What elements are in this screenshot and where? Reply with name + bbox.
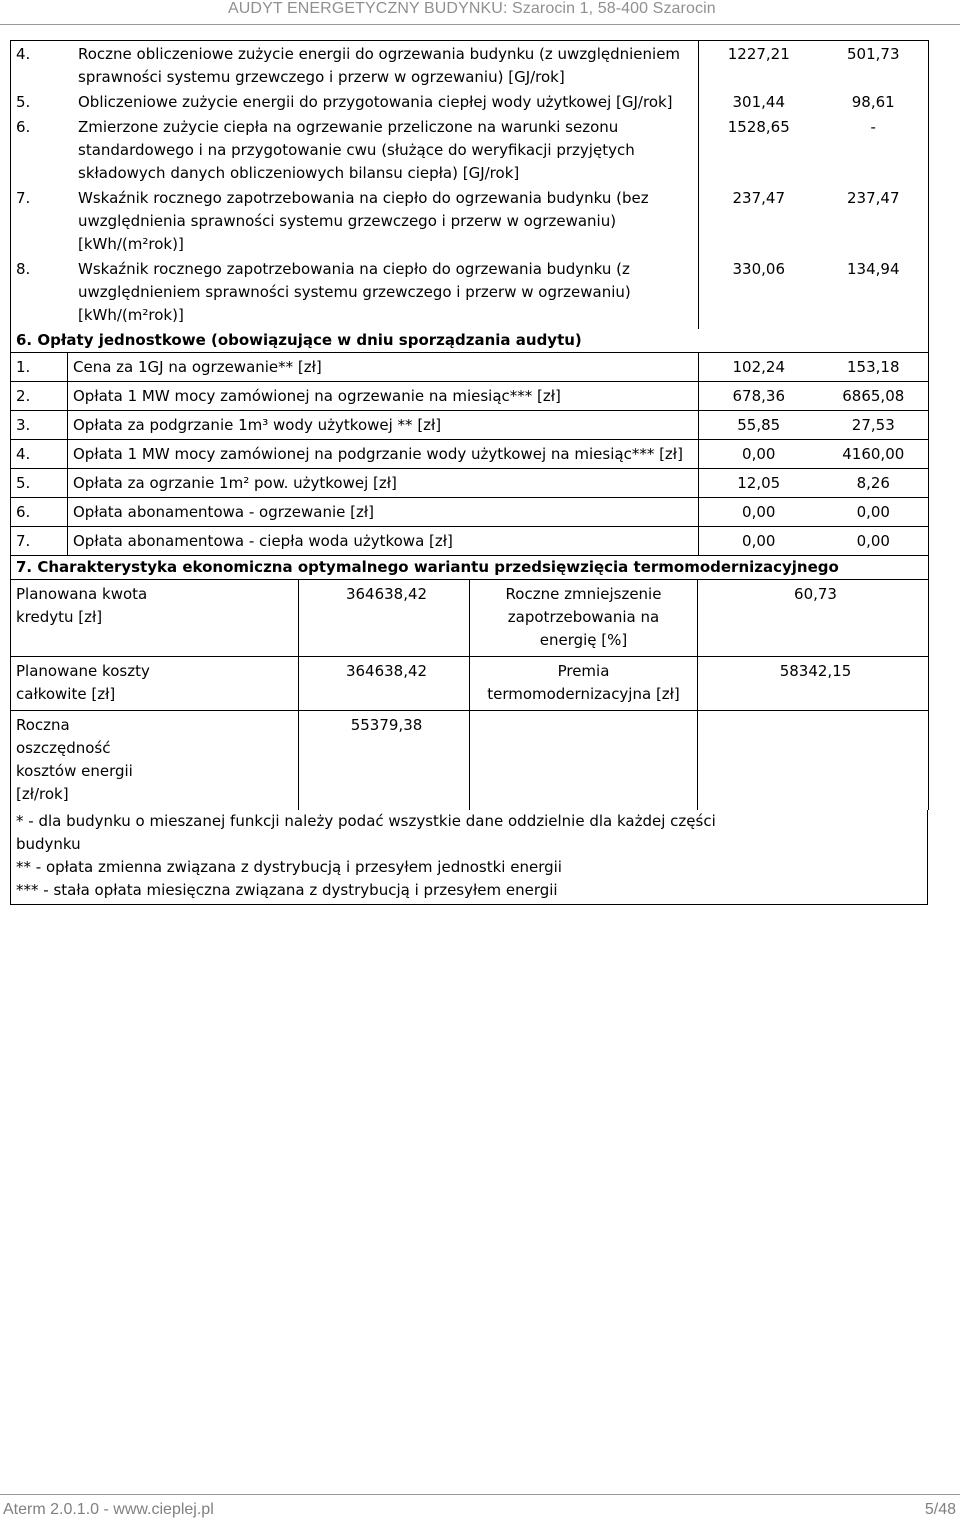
value-col-2: 237,47	[814, 187, 929, 258]
value-col-1: 1227,21	[699, 41, 814, 92]
economic-value-2: 60,73	[698, 580, 929, 657]
fee-number: 7.	[11, 527, 68, 556]
row-number: 5.	[16, 93, 31, 111]
fee-number: 4.	[11, 440, 68, 469]
economic-table	[10, 556, 929, 810]
economic-value-1: 364638,42	[299, 580, 470, 657]
row-description: Wskaźnik rocznego zapotrzebowania na ciepło do ogrzewania budynku (z uwzględnieniem sprawności systemu grzewczego i przerw w ogrzewaniu) [kWh/(m²rok)]	[78, 260, 631, 324]
fee-value-1: 102,24	[699, 353, 814, 382]
value-col-2: 134,94	[814, 258, 929, 329]
page-number: 5/48	[924, 1501, 956, 1518]
fee-value-2: 6865,08	[814, 382, 929, 411]
fee-number: 1.	[11, 353, 68, 382]
fee-description: Opłata abonamentowa - ciepła woda użytkowa [zł]	[68, 527, 699, 556]
value-col-1: 301,44	[699, 91, 814, 116]
fee-value-1: 0,00	[699, 440, 814, 469]
economic-section-title: 7. Charakterystyka ekonomiczna optymalnego wariantu przedsięwzięcia termomodernizacyjnego	[11, 556, 929, 580]
row-description: Wskaźnik rocznego zapotrzebowania na ciepło do ogrzewania budynku (bez uwzględnienia sprawności systemu grzewczego i przerw w ogrzewaniu) [kWh/(m²rok)]	[78, 189, 649, 253]
fee-value-1: 0,00	[699, 527, 814, 556]
row-number: 6.	[16, 118, 31, 136]
fee-description: Opłata 1 MW mocy zamówionej na ogrzewanie na miesiąc*** [zł]	[68, 382, 699, 411]
fee-description: Cena za 1GJ na ogrzewanie** [zł]	[68, 353, 699, 382]
footnote: *** - stała opłata miesięczna związana z dystrybucją i przesyłem energii	[16, 881, 558, 899]
row-description: Zmierzone zużycie ciepła na ogrzewanie przeliczone na warunki sezonu standardowego i na przygotowanie cwu (służące do weryfikacji przyjętych składowych danych obliczeniowych bilansu ciepła) [GJ/rok]	[78, 118, 635, 182]
fees-table	[10, 329, 929, 556]
energy-row-desc-cell	[11, 187, 699, 258]
row-number: 4.	[16, 45, 31, 63]
fee-value-1: 55,85	[699, 411, 814, 440]
fee-value-1: 678,36	[699, 382, 814, 411]
fee-row	[11, 469, 929, 498]
fee-row	[11, 382, 929, 411]
energy-row-inner	[16, 43, 698, 89]
fee-description: Opłata 1 MW mocy zamówionej na podgrzanie wody użytkowej na miesiąc*** [zł]	[68, 440, 699, 469]
value-col-2: -	[814, 116, 929, 187]
row-description: Roczne obliczeniowe zużycie energii do ogrzewania budynku (z uwzględnieniem sprawności systemu grzewczego i przerw w ogrzewaniu) [GJ/rok]	[78, 45, 681, 86]
economic-value-2	[698, 711, 929, 811]
value-col-1: 237,47	[699, 187, 814, 258]
economic-row	[11, 711, 929, 811]
fee-description: Opłata abonamentowa - ogrzewanie [zł]	[68, 498, 699, 527]
fee-value-2: 0,00	[814, 527, 929, 556]
economic-value-2: 58342,15	[698, 657, 929, 711]
energy-row-inner	[16, 258, 698, 327]
row-number: 8.	[16, 260, 31, 278]
fee-value-1: 0,00	[699, 498, 814, 527]
economic-label-1: Planowana kwota kredytu [zł]	[11, 580, 299, 657]
value-col-1: 1528,65	[699, 116, 814, 187]
economic-label-2: Roczne zmniejszenie zapotrzebowania na energię [%]	[470, 580, 698, 657]
fee-value-2: 153,18	[814, 353, 929, 382]
fee-value-2: 8,26	[814, 469, 929, 498]
energy-row-desc-cell	[11, 41, 699, 92]
energy-row	[11, 91, 929, 116]
energy-row-inner	[16, 91, 698, 114]
fees-section-title: 6. Opłaty jednostkowe (obowiązujące w dniu sporządzania audytu)	[11, 329, 929, 353]
fee-row	[11, 527, 929, 556]
fee-value-1: 12,05	[699, 469, 814, 498]
footnote: * - dla budynku o mieszanej funkcji należy podać wszystkie dane oddzielnie dla każdej części budynku	[16, 812, 716, 853]
energy-row-desc-cell	[11, 258, 699, 329]
fee-description: Opłata za podgrzanie 1m³ wody użytkowej ** [zł]	[68, 411, 699, 440]
fee-number: 2.	[11, 382, 68, 411]
fee-description: Opłata za ogrzanie 1m² pow. użytkowej [zł]	[68, 469, 699, 498]
footnote: ** - opłata zmienna związana z dystrybucją i przesyłem jednostki energii	[16, 858, 562, 876]
economic-label-2: Premia termomodernizacyjna [zł]	[470, 657, 698, 711]
value-col-1: 330,06	[699, 258, 814, 329]
economic-label-2	[470, 711, 698, 811]
economic-row	[11, 580, 929, 657]
economic-value-1: 55379,38	[299, 711, 470, 811]
fee-number: 3.	[11, 411, 68, 440]
energy-row-inner	[16, 116, 698, 185]
footer-divider	[0, 1494, 960, 1495]
energy-table	[10, 40, 929, 329]
fee-value-2: 4160,00	[814, 440, 929, 469]
fee-row	[11, 353, 929, 382]
row-number: 7.	[16, 189, 31, 207]
economic-row	[11, 657, 929, 711]
energy-row-desc-cell	[11, 116, 699, 187]
row-description: Obliczeniowe zużycie energii do przygotowania ciepłej wody użytkowej [GJ/rok]	[78, 93, 673, 111]
economic-value-1: 364638,42	[299, 657, 470, 711]
notes-table	[10, 810, 928, 905]
energy-row	[11, 187, 929, 258]
energy-row	[11, 41, 929, 92]
fee-number: 5.	[11, 469, 68, 498]
value-col-2: 98,61	[814, 91, 929, 116]
economic-label-1: Roczna oszczędność kosztów energii [zł/rok]	[11, 711, 299, 811]
economic-label-1: Planowane koszty całkowite [zł]	[11, 657, 299, 711]
fee-row	[11, 498, 929, 527]
notes-cell	[11, 810, 928, 905]
energy-row-desc-cell	[11, 91, 699, 116]
fee-number: 6.	[11, 498, 68, 527]
value-col-2: 501,73	[814, 41, 929, 92]
footer-software: Aterm 2.0.1.0 - www.cieplej.pl	[3, 1501, 214, 1518]
fee-value-2: 0,00	[814, 498, 929, 527]
fee-row	[11, 440, 929, 469]
header-title: AUDYT ENERGETYCZNY BUDYNKU: Szarocin 1, 58-400 Szarocin	[228, 0, 716, 17]
energy-row	[11, 258, 929, 329]
fee-value-2: 27,53	[814, 411, 929, 440]
energy-row-inner	[16, 187, 698, 256]
fee-row	[11, 411, 929, 440]
document-body	[10, 40, 928, 905]
page-header	[0, 0, 960, 25]
energy-row	[11, 116, 929, 187]
